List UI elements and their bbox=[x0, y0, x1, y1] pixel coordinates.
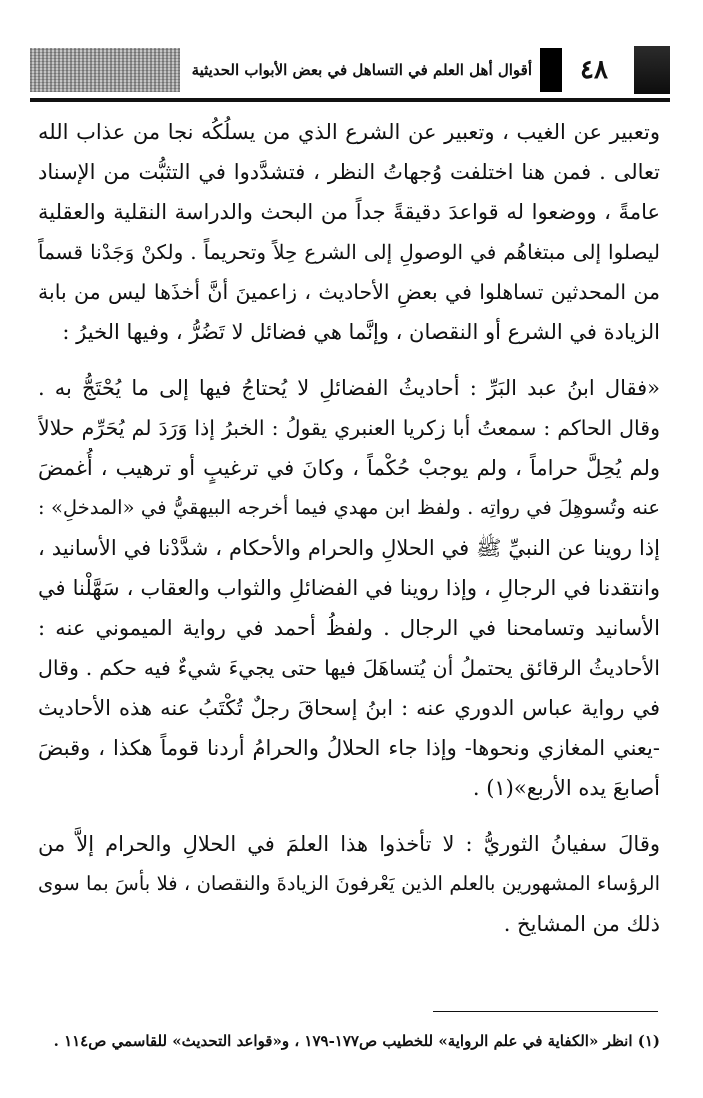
text-line: الزيادة في الشرع أو النقصان ، وإنَّما هي فضائل لا تَضُرُّ ، وفيها الخيرُ : bbox=[62, 320, 660, 344]
text-line: إذا روينا عن النبيِّ ﷺ في الحلالِ والحرام والأحكام ، شدَّدْنا في الأسانيد ، bbox=[38, 536, 660, 560]
text-line: في رواية عباس الدوري عنه : ابنُ إسحاقَ رجلٌ تُكْتَبُ عنه هذه الأحاديث bbox=[38, 696, 660, 720]
text-line: أصابعَ يده الأربع»(١) . bbox=[472, 776, 660, 800]
header-separator-block bbox=[540, 48, 562, 92]
main-text bbox=[38, 112, 660, 944]
text-line: وانتقدنا في الرجالِ ، وإذا روينا في الفضائلِ والثواب والعقاب ، سَهَّلْنا في bbox=[38, 576, 660, 600]
text-line: ولم يُحِلَّ حراماً ، ولم يوجبْ حُكْماً ، وكانَ في ترغيبٍ أو ترهيب ، أُغمضَ bbox=[38, 456, 660, 480]
header-ornament bbox=[30, 48, 180, 92]
page-number: ٤٨ bbox=[580, 55, 608, 85]
header-dark-block bbox=[634, 46, 670, 94]
text-line: الأحاديثُ الرقائق يحتملُ أن يُتساهَلَ فيها حتى يجيءَ شيءٌ فيه حكم . وقال bbox=[38, 656, 660, 680]
paragraph-3 bbox=[38, 824, 660, 944]
footnote: (١) انظر «الكفاية في علم الرواية» للخطيب ص١٧٧-١٧٩ ، و«قواعد التحديث» للقاسمي ص١١٤ . bbox=[53, 1032, 660, 1050]
text-line: عامةً ، ووضعوا له قواعدَ دقيقةً جداً من البحث والدراسة النقلية والعقلية bbox=[38, 200, 660, 224]
paragraph-2-quotation bbox=[38, 368, 660, 808]
running-title: أقوال أهل العلم في التساهل في بعض الأبواب الحديثية bbox=[191, 61, 532, 79]
text-line: عنه وتُسوهِلَ في رواتِه . ولفظ ابن مهدي فيما أخرجه البيهقيُّ في «المدخلِ» : bbox=[38, 496, 660, 519]
footnote-separator bbox=[433, 1011, 658, 1012]
text-line: وتعبير عن الغيب ، وتعبير عن الشرع الذي من يسلُكُه نجا من عذاب الله bbox=[38, 120, 660, 144]
text-line: الأسانيد وتسامحنا في الرجال . ولفظُ أحمد في رواية الميموني عنه : bbox=[38, 616, 660, 640]
text-line: -يعني المغازي ونحوها- وإذا جاء الحلالُ والحرامُ أردنا قوماً هكذا ، وقبضَ bbox=[38, 736, 660, 760]
text-line: وقالَ سفيانُ الثوريُّ : لا تأخذوا هذا العلمَ في الحلالِ والحرام إلاَّ من bbox=[38, 832, 660, 856]
text-line: تعالى . فمن هنا اختلفت وُجهاتُ النظر ، فتشدَّدوا في التثبُّت من الإسناد bbox=[38, 160, 660, 184]
paragraph-1 bbox=[38, 112, 660, 352]
text-line: ليصلوا إلى مبتغاهُم في الوصولِ إلى الشرع حِلاً وتحريماً . ولكنْ وَجَدْنا قسماً bbox=[38, 240, 660, 264]
text-line: وقال الحاكم : سمعتُ أبا زكريا العنبري يقولُ : الخبرُ إذا وَرَدَ لم يُحَرِّم حلالاً bbox=[38, 416, 660, 440]
text-line: الرؤساء المشهورين بالعلم الذين يَعْرفونَ الزيادةَ والنقصان ، فلا بأسَ بما سوى bbox=[38, 872, 660, 895]
text-line: «فقال ابنُ عبد البَرِّ : أحاديثُ الفضائلِ لا يُحتاجُ فيها إلى ما يُحْتَجُّ به . bbox=[38, 376, 660, 400]
text-line: من المحدثين تساهلوا في بعضِ الأحاديث ، زاعمينَ أنَّ أخذَها ليس من بابة bbox=[38, 280, 660, 304]
running-header bbox=[30, 42, 670, 102]
text-line: ذلك من المشايخ . bbox=[503, 912, 660, 936]
